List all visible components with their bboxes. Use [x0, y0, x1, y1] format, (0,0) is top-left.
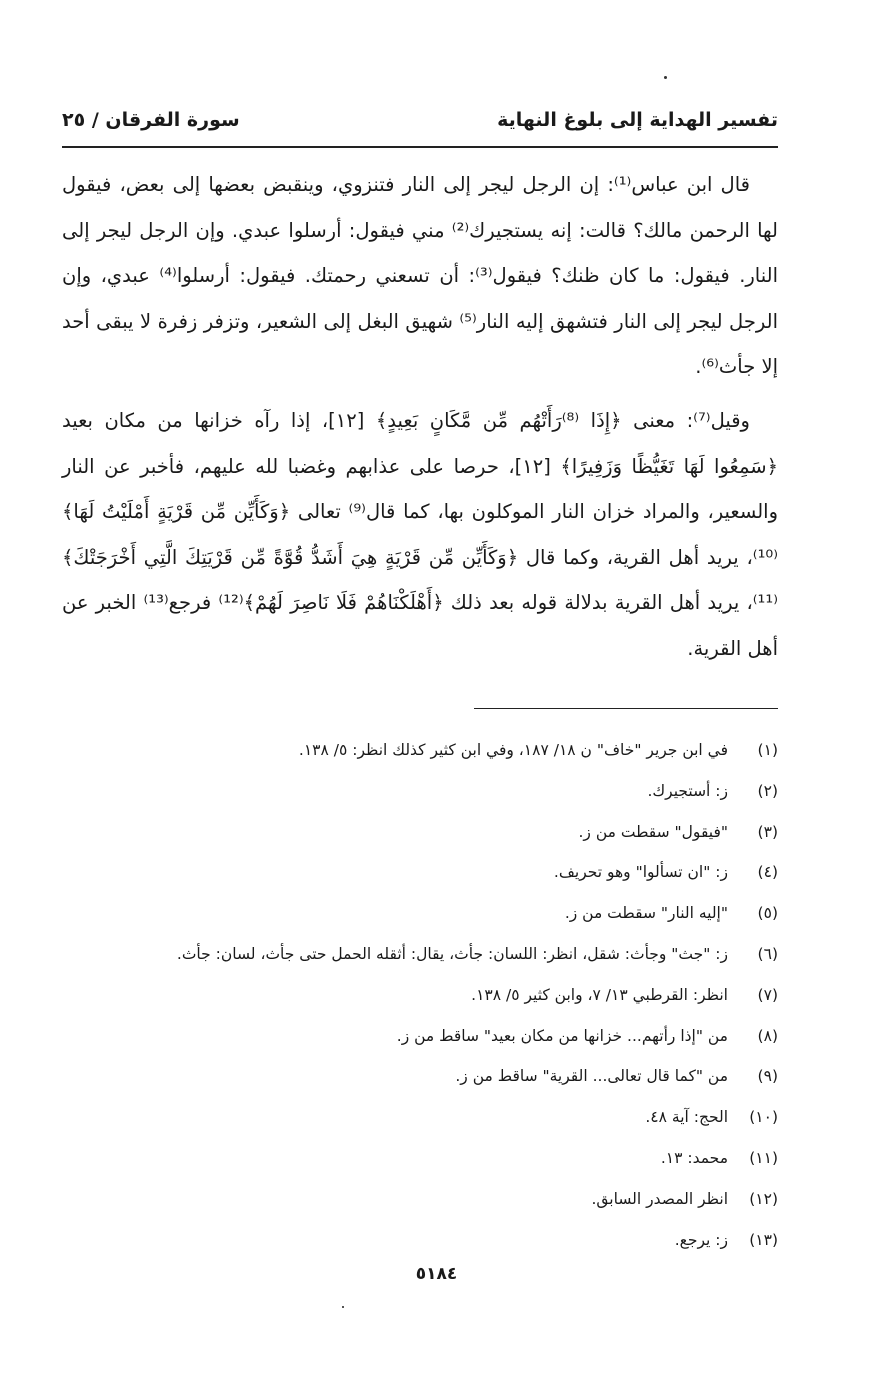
footnote-text: ز: يرجع.	[674, 1230, 728, 1249]
main-text	[62, 162, 778, 672]
footnote	[62, 1220, 778, 1261]
footnote	[62, 812, 778, 853]
footnote-divider	[474, 708, 778, 709]
footnote	[62, 1097, 778, 1138]
footnote	[62, 771, 778, 812]
footnote	[62, 893, 778, 934]
book-title: تفسير الهداية إلى بلوغ النهاية	[497, 109, 778, 131]
page-number: ٥١٨٤	[415, 1264, 458, 1284]
footnote-number: (٨)	[757, 1026, 778, 1045]
footnote-number: (١٣)	[749, 1230, 778, 1249]
header-divider	[62, 146, 778, 148]
footnote	[62, 852, 778, 893]
footnote-text: انظر: القرطبي ١٣/ ٧، وابن كثير ٥/ ١٣٨.	[471, 985, 728, 1004]
footnote-text: "إليه النار" سقطت من ز.	[564, 904, 728, 923]
footnote	[62, 1179, 778, 1220]
footnote-number: (٦)	[757, 944, 778, 963]
footnote-number: (١١)	[749, 1148, 778, 1167]
footnote	[62, 975, 778, 1016]
footnote	[62, 1056, 778, 1097]
surah-page-label: سورة الفرقان / ٢٥	[62, 109, 240, 131]
footnote-number: (١٢)	[749, 1189, 778, 1208]
footnote-text: الحج: آية ٤٨.	[645, 1108, 728, 1127]
running-header	[62, 100, 778, 140]
footnote	[62, 934, 778, 975]
footnote-number: (٢)	[757, 781, 778, 800]
footnote-text: من "كما قال تعالى... القرية" ساقط من ز.	[455, 1067, 728, 1086]
footnote-text: ز: "جث" وجأث: شقل، انظر: اللسان: جأث، يقال: أثقله الحمل حتى جأث، لسان: جأث.	[176, 944, 728, 963]
footnote-number: (٤)	[757, 863, 778, 882]
page-speck	[342, 1306, 344, 1308]
footnote-text: من "إذا رأتهم... خزانها من مكان بعيد" ساقط من ز.	[396, 1026, 728, 1045]
footnote	[62, 1016, 778, 1057]
footnote-text: ز: "ان تسألوا" وهو تحريف.	[553, 863, 728, 882]
footnote-text: في ابن جرير "خاف" ن ١٨/ ١٨٧، وفي ابن كثير كذلك انظر: ٥/ ١٣٨.	[298, 741, 728, 759]
footnote-text: ز: أستجيرك.	[647, 781, 728, 800]
footnote	[62, 730, 778, 771]
paragraph: وقيل⁽⁷⁾: معنى ﴿إِذَا ⁽⁸⁾رَأَتْهُم مِّن مَّكَانٍ بَعِيدٍ﴾ [١٢]، إذا رآه خزانها من مكان بعيد ﴿سَمِعُوا لَهَا تَغَيُّظًا وَزَفِيرًا﴾ [١٢]، حرصا على عذابهم وغضبا لله عليهم، فأخبر عن النار والسعير، والمراد خزان النار الموكلون بها، كما قال⁽⁹⁾ تعالى ﴿وَكَأَيِّن مِّن قَرْيَةٍ أَمْلَيْتُ لَهَا﴾⁽¹⁰⁾، يريد أهل القرية، وكما قال ﴿وَكَأَيِّن مِّن قَرْيَةٍ هِيَ أَشَدُّ قُوَّةً مِّن قَرْيَتِكَ الَّتِي أَخْرَجَتْكَ﴾⁽¹¹⁾، يريد أهل القرية بدلالة قوله بعد ذلك ﴿أَهْلَكْنَاهُمْ فَلَا نَاصِرَ لَهُمْ﴾⁽¹²⁾ فرجع⁽¹³⁾ الخبر عن أهل القرية.	[62, 408, 778, 660]
paragraph: قال ابن عباس⁽¹⁾: إن الرجل ليجر إلى النار فتنزوي، وينقبض بعضها إلى بعض، فيقول لها الرحمن مالك؟ قالت: إنه يستجيرك⁽²⁾ مني فيقول: أرسلوا عبدي. وإن الرجل ليجر إلى النار. فيقول: ما كان ظنك؟ فيقول⁽³⁾: أن تسعني رحمتك. فيقول: أرسلوا⁽⁴⁾ عبدي، وإن الرجل ليجر إلى النار فتشهق إليه النار⁽⁵⁾ شهيق البغل إلى الشعير، وتزفر زفرة لا يبقى أحد إلا جأث⁽⁶⁾.	[62, 173, 778, 379]
page-speck	[664, 76, 667, 79]
footnote-text: انظر المصدر السابق.	[591, 1189, 728, 1208]
footnote-number: (٧)	[757, 985, 778, 1004]
footnote-number: (١٠)	[749, 1108, 778, 1127]
footnote	[62, 1138, 778, 1179]
footnote-number: (٥)	[757, 904, 778, 923]
footnotes-list	[62, 730, 778, 1260]
footnote-text: محمد: ١٣.	[660, 1148, 728, 1167]
footnote-text: "فيقول" سقطت من ز.	[578, 822, 728, 841]
footnote-number: (٩)	[757, 1067, 778, 1086]
footnote-number: (١)	[757, 741, 778, 759]
footnote-number: (٣)	[757, 822, 778, 841]
